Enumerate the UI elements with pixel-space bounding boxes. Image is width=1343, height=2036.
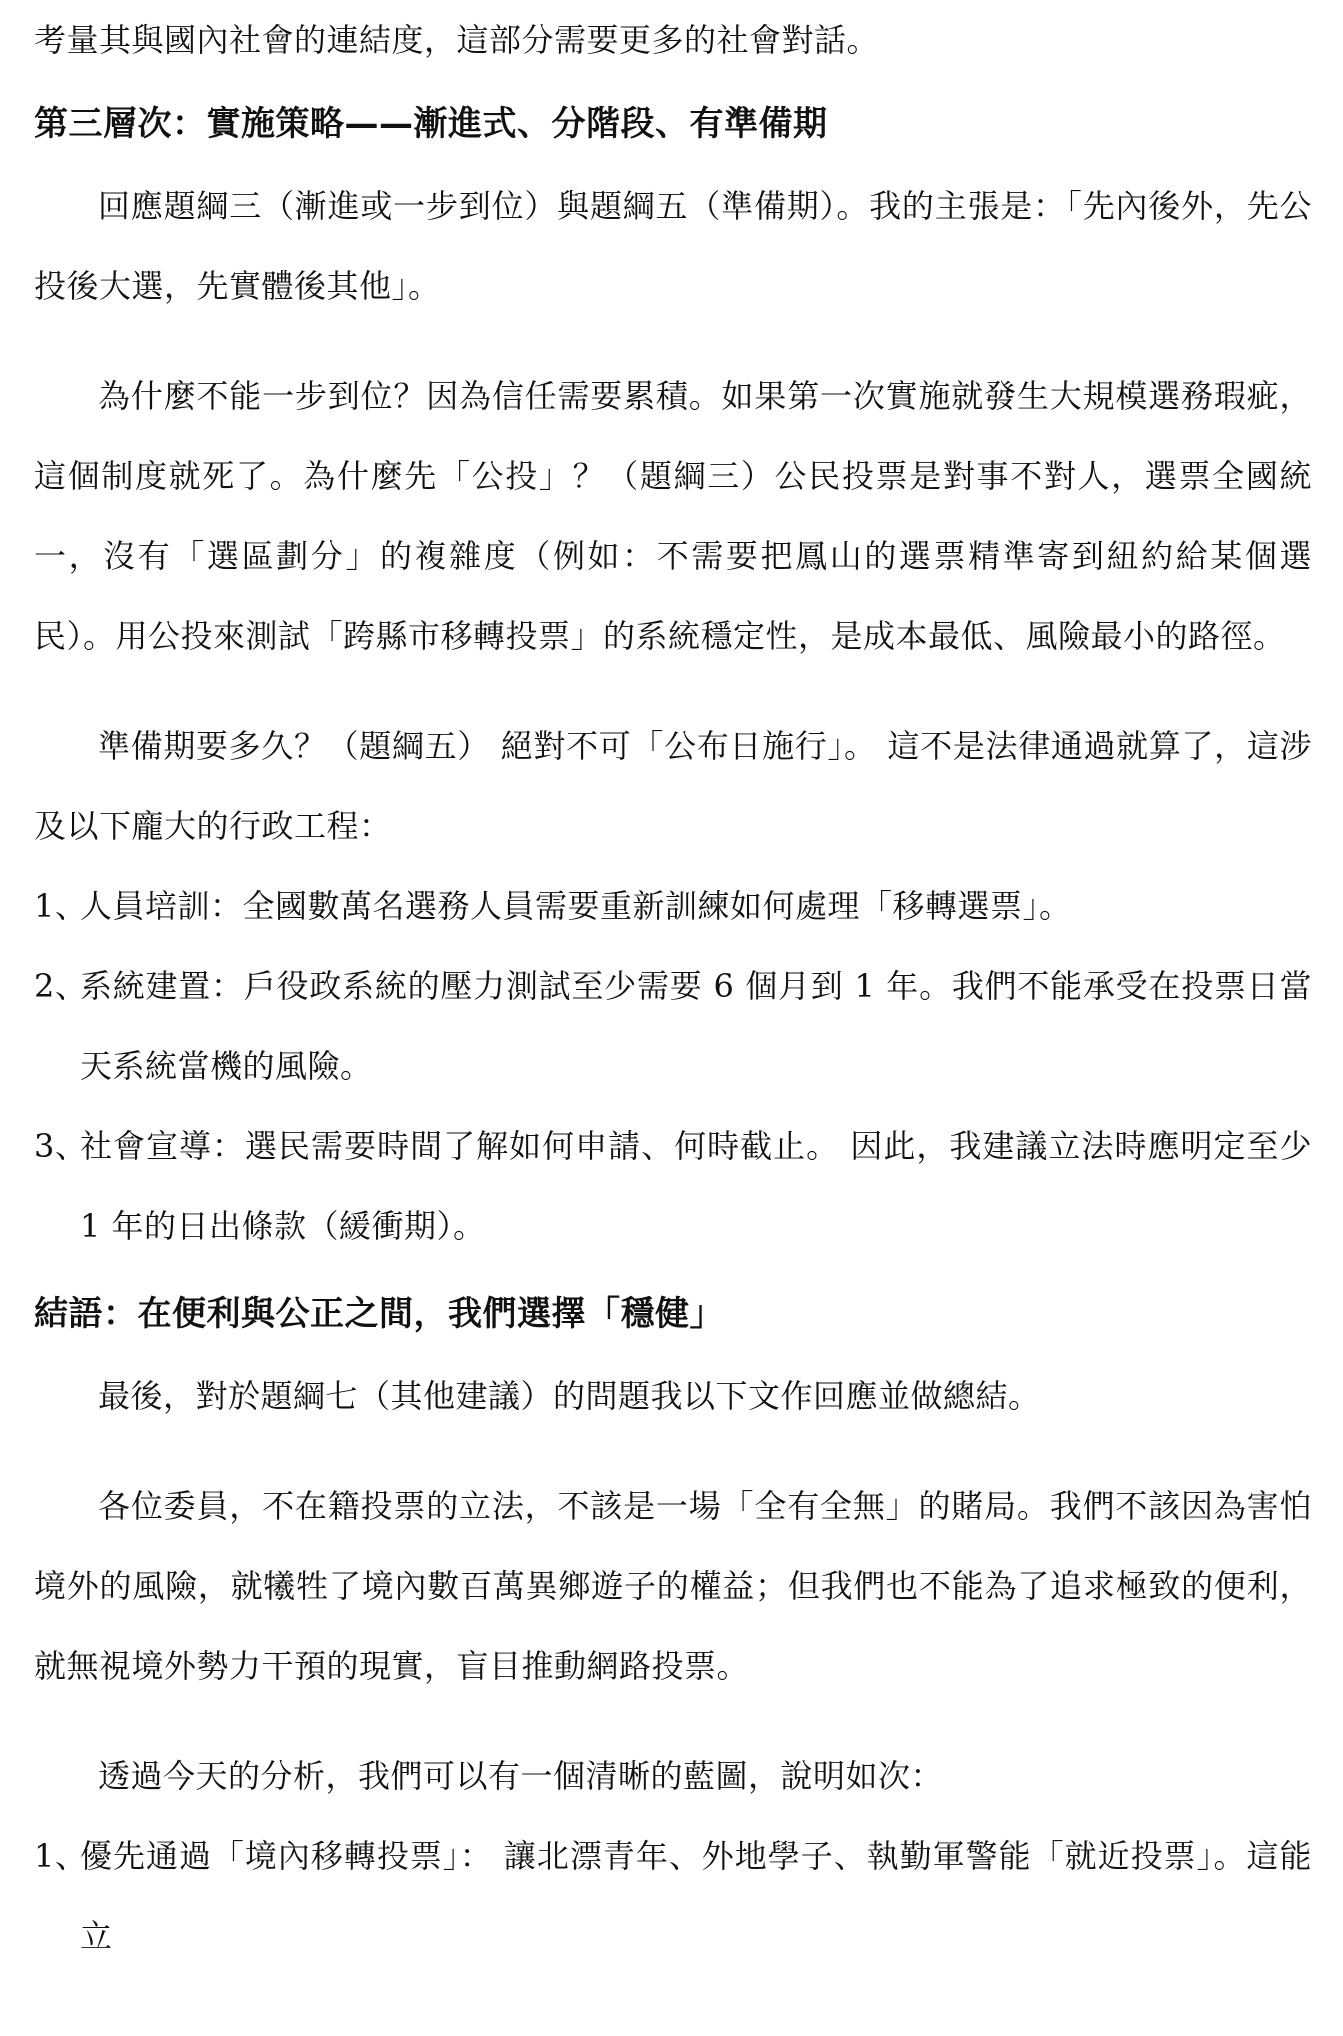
spacer bbox=[34, 326, 1312, 356]
section3-paragraph-3: 準備期要多久？（題綱五） 絕對不可「公布日施行」。 這不是法律通過就算了，這涉及以下龐大的行政工程： bbox=[34, 727, 1312, 845]
spacer bbox=[34, 1706, 1312, 1736]
conclusion-heading: 結語：在便利與公正之間，我們選擇「穩健」 bbox=[34, 1294, 724, 1334]
spacer bbox=[34, 1436, 1312, 1466]
conclusion-paragraph-2: 各位委員，不在籍投票的立法，不該是一場「全有全無」的賭局。我們不該因為害怕境外的風險，就犧牲了境內數百萬異鄉遊子的權益；但我們也不能為了追求極致的便利，就無視境外勢力干預的現實，盲目推動網路投票。 bbox=[34, 1487, 1312, 1685]
list-text: 優先通過「境內移轉投票」： 讓北漂青年、外地學子、執勤軍警能「就近投票」。這能立 bbox=[80, 1837, 1312, 1955]
conclusion-paragraph-1: 最後，對於題綱七（其他建議）的問題我以下文作回應並做總結。 bbox=[98, 1377, 1041, 1415]
list-number: 2、 bbox=[34, 967, 88, 1005]
list-item bbox=[34, 946, 1312, 1106]
list-number: 1、 bbox=[34, 1837, 88, 1875]
conclusion-paragraph-3: 透過今天的分析，我們可以有一個清晰的藍圖，說明如次： bbox=[98, 1757, 944, 1795]
list-number: 1、 bbox=[34, 887, 88, 925]
spacer bbox=[34, 676, 1312, 706]
list-text: 人員培訓：全國數萬名選務人員需要重新訓練如何處理「移轉選票」。 bbox=[80, 887, 1072, 925]
list-text: 社會宣導：選民需要時間了解如何申請、何時截止。 因此，我建議立法時應明定至少 1 年的日出條款（緩衝期）。 bbox=[80, 1127, 1312, 1245]
document-page bbox=[34, 0, 1312, 1976]
section3-paragraph-2: 為什麼不能一步到位？因為信任需要累積。如果第一次實施就發生大規模選務瑕疵，這個制度就死了。為什麼先「公投」？（題綱三）公民投票是對事不對人，選票全國統一，沒有「選區劃分」的複雜度（例如：不需要把鳳山的選票精準寄到紐約給某個選民）。用公投來測試「跨縣市移轉投票」的系統穩定性，是成本最低、風險最小的路徑。 bbox=[34, 377, 1312, 655]
spacer bbox=[34, 1266, 1312, 1286]
section3-heading: 第三層次：實施策略——漸進式、分階段、有準備期 bbox=[34, 104, 828, 144]
spacer bbox=[34, 152, 1312, 166]
spacer bbox=[34, 80, 1312, 96]
spacer bbox=[34, 1342, 1312, 1356]
list-item bbox=[34, 866, 1312, 946]
list-text: 系統建置：戶役政系統的壓力測試至少需要 6 個月到 1 年。我們不能承受在投票日當天系統當機的風險。 bbox=[80, 967, 1312, 1085]
list-number: 3、 bbox=[34, 1127, 88, 1165]
section3-paragraph-1: 回應題綱三（漸進或一步到位）與題綱五（準備期）。我的主張是：「先內後外，先公投後大選，先實體後其他」。 bbox=[34, 187, 1312, 305]
list-item bbox=[34, 1106, 1312, 1266]
list-item bbox=[34, 1816, 1312, 1976]
intro-line: 考量其與國內社會的連結度，這部分需要更多的社會對話。 bbox=[34, 21, 880, 59]
